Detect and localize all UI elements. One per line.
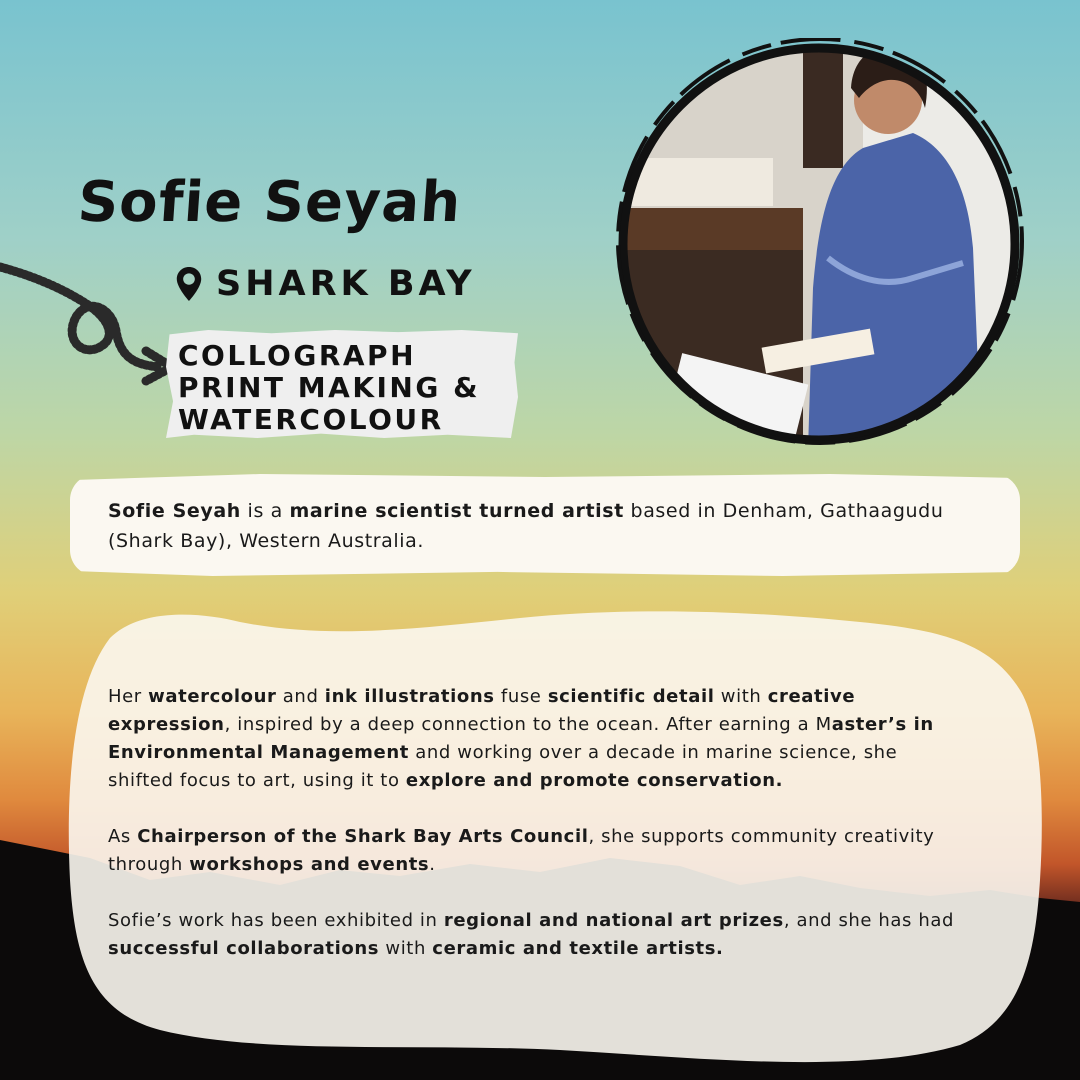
intro-text: Sofie Seyah is a marine scientist turned artist based in Denham, Gathaagudu (Shark Bay), Western Australia. (108, 500, 944, 552)
artist-name: Sofie Seyah (75, 170, 464, 235)
bio-paragraph: As Chairperson of the Shark Bay Arts Council, she supports community creativity through workshops and events. (108, 826, 935, 875)
bio-paragraph: Her watercolour and ink illustrations fuse scientific detail with creative expression, inspired by a deep connection to the ocean. After earning a Master’s in Environmental Management and working over a decade in marine science, she shifted focus to art, using it to explore and promote conservation. (108, 686, 934, 791)
art-medium-label: COLLOGRAPH PRINT MAKING & WATERCOLOUR (178, 339, 481, 436)
bio-paragraph: Sofie’s work has been exhibited in regional and national art prizes, and she has had successful collaborations with ceramic and textile artists. (108, 910, 955, 959)
location-label: SHARK BAY (216, 264, 476, 304)
bio-text (108, 683, 968, 991)
